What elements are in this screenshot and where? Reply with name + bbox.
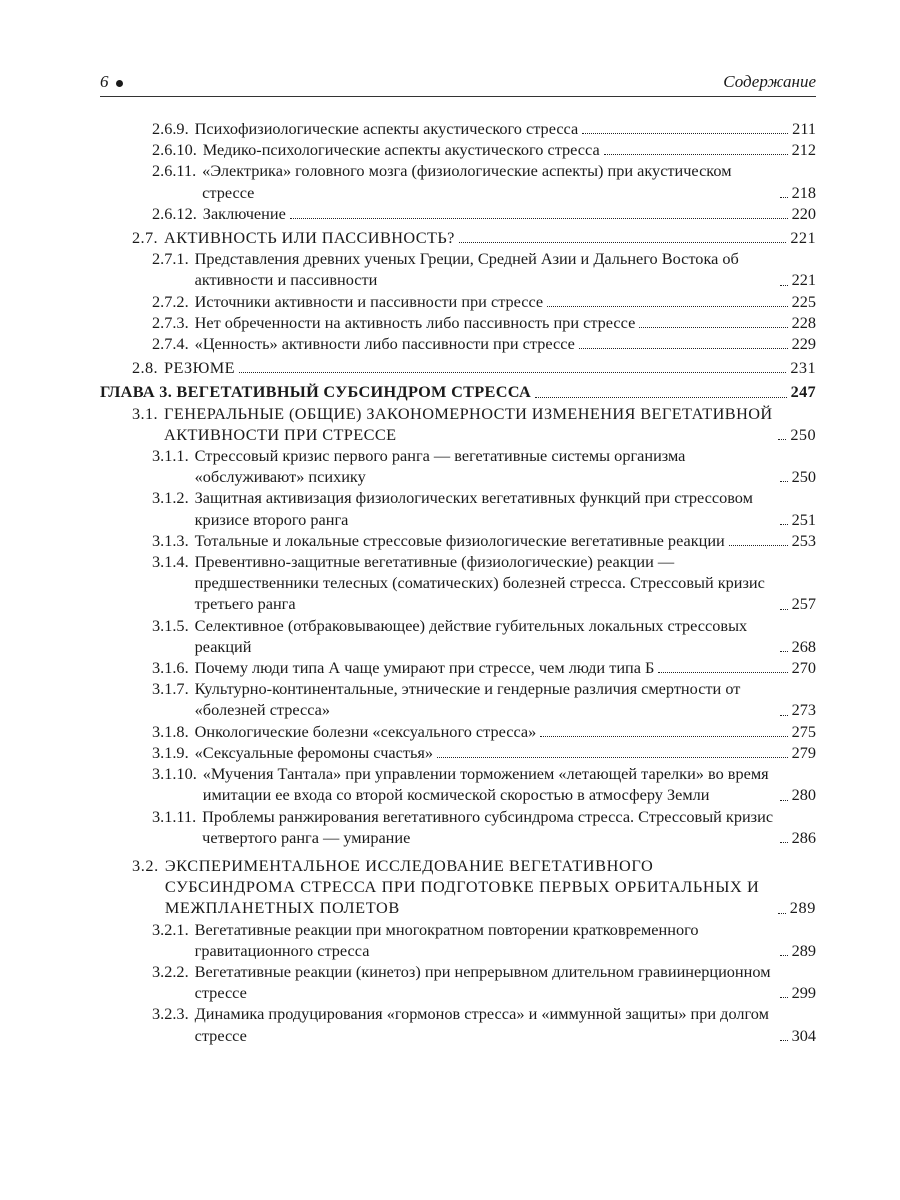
toc-entry[interactable]: 3.1.3. Тотальные и локальные стрессовые физиологические вегетативные реакции 253 bbox=[152, 530, 816, 550]
page-ref: 299 bbox=[791, 983, 816, 1003]
toc-entry[interactable]: 3.1.9. «Сексуальные феромоны счастья» 279 bbox=[152, 742, 816, 762]
toc-entry[interactable]: 3.1.6. Почему люди типа А чаще умирают при стрессе, чем люди типа Б 270 bbox=[152, 658, 816, 678]
toc-entry[interactable]: 3.1.4. Превентивно-защитные вегетативные (физиологические) реакции — предшественники телесных (соматических) болезней стресса. Стрессовый кризис третьего ранга 257 bbox=[152, 552, 816, 614]
toc-entry[interactable]: 2.7.1. Представления древних ученых Греции, Средней Азии и Дальнего Востока об активности и пассивности 221 bbox=[152, 249, 816, 290]
page-ref: 211 bbox=[792, 119, 816, 138]
toc-entry[interactable]: 3.1.1. Стрессовый кризис первого ранга — вегетативные системы организма «обслуживают» психику 250 bbox=[152, 446, 816, 487]
page-ref: 286 bbox=[791, 827, 816, 847]
page-ref: 253 bbox=[791, 530, 816, 550]
page-ref: 250 bbox=[791, 467, 816, 487]
toc-section[interactable]: 3.2. ЭКСПЕРИМЕНТАЛЬНОЕ ИССЛЕДОВАНИЕ ВЕГЕТАТИВНОГО СУБСИНДРОМА СТРЕССА ПРИ ПОДГОТОВКЕ ПЕРВЫХ ОРБИТАЛЬНЫХ И МЕЖПЛАНЕТНЫХ ПОЛЕТОВ 289 bbox=[132, 855, 816, 918]
toc-section[interactable]: 2.7. АКТИВНОСТЬ ИЛИ ПАССИВНОСТЬ? 221 bbox=[132, 228, 816, 248]
running-header bbox=[100, 72, 816, 97]
toc-section[interactable]: 2.8. РЕЗЮМЕ 231 bbox=[132, 358, 816, 378]
toc-entry[interactable]: 2.6.10. Медико-психологические аспекты акустического стресса 212 bbox=[152, 140, 816, 160]
toc-entry[interactable]: 3.1.10. «Мучения Тантала» при управлении торможением «летающей тарелки» во время имитации ее входа со второй космической скоростью в атмосферу Земли 280 bbox=[152, 764, 816, 805]
page-ref: 220 bbox=[791, 203, 816, 223]
toc-entry[interactable]: 2.7.3. Нет обреченности на активность либо пассивность при стрессе 228 bbox=[152, 312, 816, 332]
toc-entry[interactable]: 3.2.2. Вегетативные реакции (кинетоз) при непрерывном длительном гравиинерционном стрессе 299 bbox=[152, 961, 816, 1003]
toc-section[interactable]: 3.1. ГЕНЕРАЛЬНЫЕ (ОБЩИЕ) ЗАКОНОМЕРНОСТИ ИЗМЕНЕНИЯ ВЕГЕТАТИВНОЙ АКТИВНОСТИ ПРИ СТРЕССЕ 250 bbox=[132, 403, 816, 444]
page-ref: 273 bbox=[791, 700, 816, 720]
page-ref: 270 bbox=[791, 658, 816, 678]
toc-entry[interactable]: 2.7.2. Источники активности и пассивности при стрессе 225 bbox=[152, 291, 816, 311]
page-ref: 275 bbox=[791, 721, 816, 741]
toc-entry[interactable]: 3.1.8. Онкологические болезни «сексуального стресса» 275 bbox=[152, 721, 816, 741]
page-ref: 229 bbox=[791, 334, 816, 354]
toc-entry[interactable]: 3.2.3. Динамика продуцирования «гормонов стресса» и «иммунной защиты» при долгом стрессе 304 bbox=[152, 1004, 816, 1045]
page-ref: 221 bbox=[790, 228, 816, 248]
page-ref: 279 bbox=[791, 742, 816, 762]
toc-entry[interactable]: 2.7.4. «Ценность» активности либо пассивности при стрессе 229 bbox=[152, 334, 816, 354]
page-number: 6 bbox=[100, 72, 123, 92]
page-ref: 212 bbox=[791, 140, 816, 160]
page-ref: 225 bbox=[791, 291, 816, 311]
bullet-icon bbox=[116, 80, 123, 87]
toc-entry[interactable]: 3.1.7. Культурно-континентальные, этнические и гендерные различия смертности от «болезней стресса» 273 bbox=[152, 679, 816, 720]
page-ref: 221 bbox=[791, 270, 816, 290]
page-ref: 268 bbox=[791, 636, 816, 656]
page-ref: 250 bbox=[790, 424, 816, 444]
toc-entry[interactable]: 3.1.5. Селективное (отбраковывающее) действие губительных локальных стрессовых реакций 268 bbox=[152, 615, 816, 656]
page-ref: 231 bbox=[790, 358, 816, 378]
page-ref: 251 bbox=[791, 509, 816, 529]
toc-entry[interactable]: 3.2.1. Вегетативные реакции при многократном повторении кратковременного гравитационного стресса 289 bbox=[152, 919, 816, 960]
toc-entry[interactable]: 3.1.11. Проблемы ранжирования вегетативного субсиндрома стресса. Стрессовый кризис четвертого ранга — умирание 286 bbox=[152, 806, 816, 847]
toc-entry[interactable]: 2.6.11. «Электрика» головного мозга (физиологические аспекты) при акустическом стрессе 218 bbox=[152, 161, 816, 202]
page-ref: 257 bbox=[791, 594, 816, 614]
page-ref: 289 bbox=[791, 940, 816, 960]
toc-entry[interactable]: 3.1.2. Защитная активизация физиологических вегетативных функций при стрессовом кризисе второго ранга 251 bbox=[152, 488, 816, 529]
page-ref: 228 bbox=[791, 312, 816, 332]
running-title: Содержание bbox=[723, 72, 816, 91]
table-of-contents bbox=[100, 118, 816, 1046]
page-ref: 280 bbox=[791, 785, 816, 805]
toc-chapter[interactable]: ГЛАВА 3. ВЕГЕТАТИВНЫЙ СУБСИНДРОМ СТРЕССА 247 bbox=[100, 382, 816, 402]
toc-entry[interactable]: 2.6.12. Заключение 220 bbox=[152, 203, 816, 223]
page-ref: 247 bbox=[790, 382, 816, 402]
page-ref: 218 bbox=[791, 182, 816, 202]
page-ref: 289 bbox=[789, 898, 816, 918]
page-ref: 304 bbox=[791, 1025, 816, 1045]
toc-entry[interactable]: 2.6.9. Психофизиологические аспекты акустического стресса 211 bbox=[152, 119, 816, 138]
